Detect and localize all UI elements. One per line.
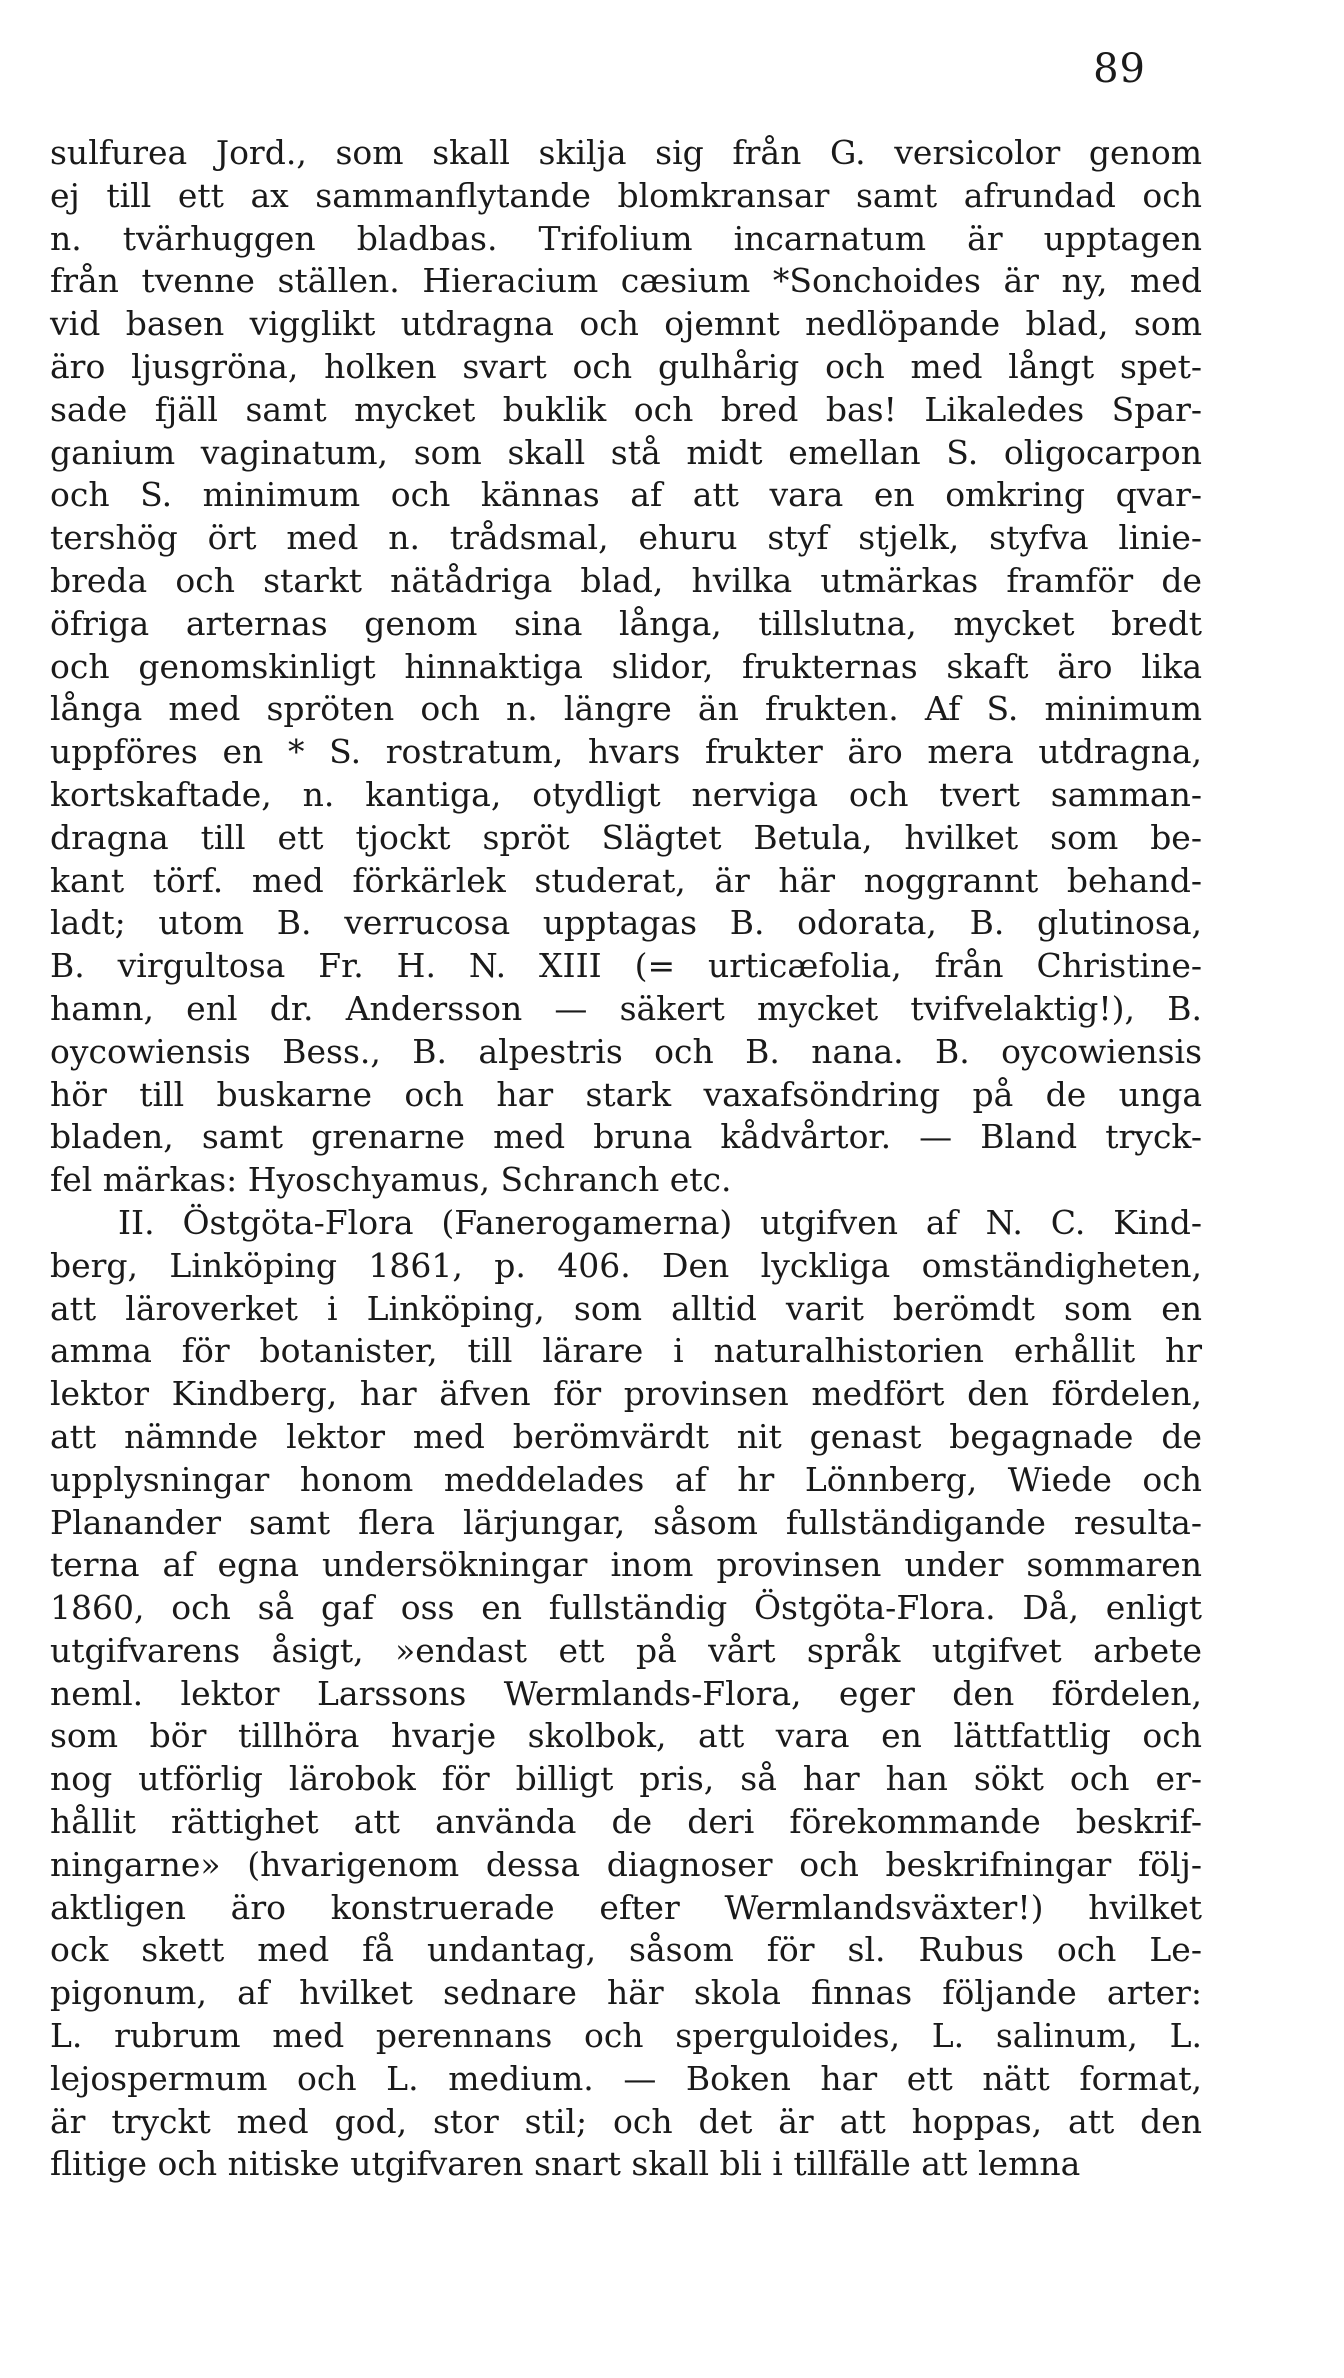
- text-line: upplysningar honom meddelades af hr Lönnberg, Wiede och: [50, 1459, 1202, 1499]
- text-line: oycowiensis Bess., B. alpestris och B. nana. B. oycowiensis: [50, 1031, 1202, 1071]
- text-line: långa med spröten och n. längre än frukten. Af S. minimum: [50, 689, 1202, 729]
- text-line: II. Östgöta-Flora (Fanerogamerna) utgifven af N. C. Kind-: [118, 1202, 1202, 1242]
- page-number: 89: [1093, 46, 1146, 92]
- text-line: sade fjäll samt mycket buklik och bred bas! Likaledes Spar-: [50, 389, 1202, 429]
- text-line: uppföres en * S. rostratum, hvars frukter äro mera utdragna,: [50, 732, 1202, 772]
- text-line: nog utförlig lärobok för billigt pris, så har han sökt och er-: [50, 1759, 1202, 1799]
- text-line: kortskaftade, n. kantiga, otydligt nerviga och tvert samman-: [50, 774, 1202, 814]
- text-line: dragna till ett tjockt spröt Slägtet Betula, hvilket som be-: [50, 817, 1202, 857]
- text-line: hör till buskarne och har stark vaxafsöndring på de unga: [50, 1074, 1202, 1114]
- text-line: utgifvarens åsigt, »endast ett på vårt språk utgifvet arbete: [50, 1630, 1202, 1670]
- text-line: och genomskinligt hinnaktiga slidor, frukternas skaft äro lika: [50, 646, 1202, 686]
- text-line: hamn, enl dr. Andersson — säkert mycket tvifvelaktig!), B.: [50, 988, 1202, 1028]
- text-line: n. tvärhuggen bladbas. Trifolium incarnatum är upptagen: [50, 218, 1202, 258]
- text-line: öfriga arternas genom sina långa, tillslutna, mycket bredt: [50, 603, 1202, 643]
- text-line: ej till ett ax sammanflytande blomkransar samt afrundad och: [50, 175, 1202, 215]
- text-line: och S. minimum och kännas af att vara en omkring qvar-: [50, 475, 1202, 515]
- text-line: lejospermum och L. medium. — Boken har ett nätt format,: [50, 2058, 1202, 2098]
- text-line: breda och starkt nätådriga blad, hvilka utmärkas framför de: [50, 560, 1202, 600]
- text-line: ningarne» (hvarigenom dessa diagnoser och beskrifningar följ-: [50, 1844, 1202, 1884]
- text-line: ganium vaginatum, som skall stå midt emellan S. oligocarpon: [50, 432, 1202, 472]
- text-line: fel märkas: Hyoschyamus, Schranch etc.: [50, 1160, 732, 1200]
- text-line: att läroverket i Linköping, som alltid varit berömdt som en: [50, 1288, 1202, 1328]
- body-text: [50, 132, 1202, 2186]
- text-line: sulfurea Jord., som skall skilja sig från G. versicolor genom: [50, 133, 1202, 172]
- text-line: Planander samt flera lärjungar, såsom fullständigande resulta-: [50, 1502, 1202, 1542]
- text-line: bladen, samt grenarne med bruna kådvårtor. — Bland tryck-: [50, 1117, 1202, 1157]
- text-line: är tryckt med god, stor stil; och det är att hoppas, att den: [50, 2101, 1202, 2141]
- text-line: amma för botanister, till lärare i naturalhistorien erhållit hr: [50, 1331, 1202, 1371]
- text-line: flitige och nitiske utgifvaren snart skall bli i tillfälle att lemna: [50, 2144, 1081, 2184]
- text-line: från tvenne ställen. Hieracium cæsium *Sonchoides är ny, med: [50, 261, 1202, 301]
- text-line: berg, Linköping 1861, p. 406. Den lyckliga omständigheten,: [50, 1245, 1202, 1285]
- text-line: terna af egna undersökningar inom provinsen under sommaren: [50, 1545, 1202, 1585]
- text-line: neml. lektor Larssons Wermlands-Flora, eger den fördelen,: [50, 1673, 1202, 1713]
- text-line: aktligen äro konstruerade efter Wermlandsväxter!) hvilket: [50, 1887, 1202, 1927]
- text-line: kant törf. med förkärlek studerat, är här noggrannt behand-: [50, 860, 1202, 900]
- text-line: hållit rättighet att använda de deri förekommande beskrif-: [50, 1802, 1202, 1842]
- text-line: 1860, och så gaf oss en fullständig Östgöta-Flora. Då, enligt: [50, 1588, 1202, 1628]
- text-line: B. virgultosa Fr. H. N. XIII (= urticæfolia, från Christine-: [50, 946, 1202, 986]
- text-line: att nämnde lektor med berömvärdt nit genast begagnade de: [50, 1416, 1202, 1456]
- text-line: tershög ört med n. trådsmal, ehuru styf stjelk, styfva linie-: [50, 518, 1202, 558]
- text-line: som bör tillhöra hvarje skolbok, att vara en lättfattlig och: [50, 1716, 1202, 1756]
- text-line: pigonum, af hvilket sednare här skola finnas följande arter:: [50, 1973, 1202, 2013]
- text-line: L. rubrum med perennans och sperguloides, L. salinum, L.: [50, 2016, 1202, 2056]
- text-line: ladt; utom B. verrucosa upptagas B. odorata, B. glutinosa,: [50, 903, 1202, 943]
- text-line: lektor Kindberg, har äfven för provinsen medfört den fördelen,: [50, 1374, 1202, 1414]
- text-line: ock skett med få undantag, såsom för sl. Rubus och Le-: [50, 1930, 1202, 1970]
- text-line: vid basen vigglikt utdragna och ojemnt nedlöpande blad, som: [50, 304, 1202, 344]
- text-line: äro ljusgröna, holken svart och gulhårig och med långt spet-: [50, 346, 1202, 386]
